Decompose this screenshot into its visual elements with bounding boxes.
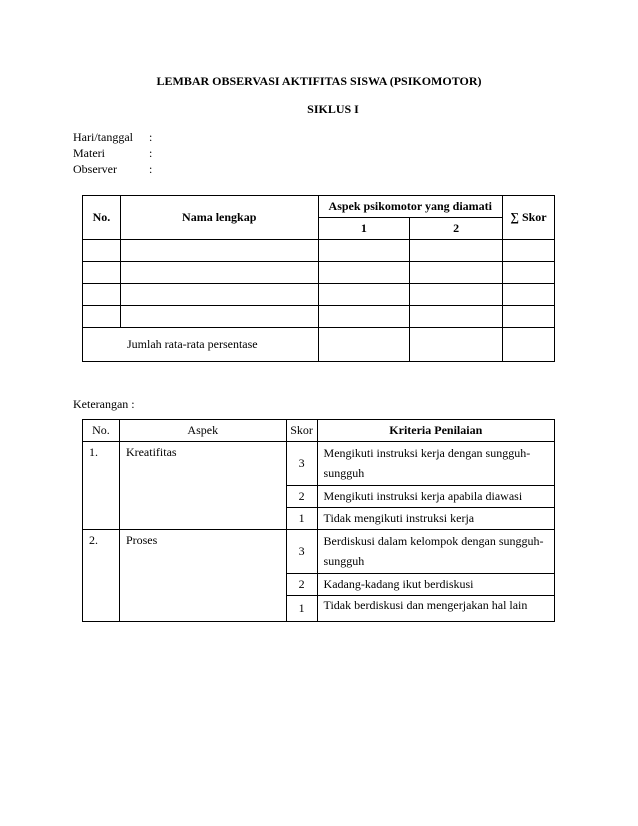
header-aspek-1: 1 (318, 218, 410, 240)
row-kriteria: Tidak mengikuti instruksi kerja (317, 508, 554, 530)
header-aspek: Aspek psikomotor yang diamati (318, 196, 503, 218)
header-skor: ∑ Skor (503, 196, 555, 240)
table-row (83, 284, 555, 306)
cell[interactable] (410, 328, 503, 362)
meta-label: Materi (73, 146, 105, 160)
row-aspek: Kreatifitas (119, 442, 286, 530)
row-skor: 2 (286, 486, 317, 508)
row-kriteria: Mengikuti instruksi kerja dengan sungguh-sungguh (317, 442, 554, 486)
cell[interactable] (503, 240, 555, 262)
row-kriteria: Kadang-kadang ikut berdiskusi (317, 574, 554, 596)
cell[interactable] (318, 306, 410, 328)
row-skor: 3 (286, 442, 317, 486)
cell[interactable] (503, 306, 555, 328)
cell[interactable] (83, 240, 121, 262)
row-skor: 1 (286, 596, 317, 622)
document-title: LEMBAR OBSERVASI AKTIFITAS SISWA (PSIKOMOTOR) (156, 74, 482, 88)
header-no: No. (83, 420, 120, 442)
cell[interactable] (120, 284, 318, 306)
cell[interactable] (120, 262, 318, 284)
cell[interactable] (410, 284, 503, 306)
table-row (83, 262, 555, 284)
cell[interactable] (318, 240, 410, 262)
meta-label: Observer (73, 162, 117, 176)
row-kriteria: Tidak berdiskusi dan mengerjakan hal lain (317, 596, 554, 622)
header-aspek-2: 2 (410, 218, 503, 240)
keterangan-label: Keterangan : (73, 397, 135, 411)
cell[interactable] (318, 284, 410, 306)
row-skor: 3 (286, 530, 317, 574)
cell[interactable] (120, 306, 318, 328)
header-nama: Nama lengkap (120, 196, 318, 240)
header-kriteria: Kriteria Penilaian (317, 420, 554, 442)
cell[interactable] (318, 328, 410, 362)
cell[interactable] (83, 284, 121, 306)
cell[interactable] (503, 262, 555, 284)
meta-separator: : (149, 130, 153, 144)
cell[interactable] (503, 328, 555, 362)
row-kriteria: Mengikuti instruksi kerja apabila diawasi (317, 486, 554, 508)
meta-separator: : (149, 162, 153, 176)
header-skor: Skor (286, 420, 317, 442)
footer-row (83, 328, 555, 362)
cell[interactable] (318, 262, 410, 284)
row-aspek: Proses (119, 530, 286, 622)
cell[interactable] (410, 240, 503, 262)
cell[interactable] (503, 284, 555, 306)
criteria-table (82, 419, 555, 622)
cycle-subtitle: SIKLUS I (307, 102, 359, 116)
row-skor: 1 (286, 508, 317, 530)
meta-label: Hari/tanggal (73, 130, 133, 144)
meta-separator: : (149, 146, 153, 160)
row-no: 2. (83, 530, 120, 622)
cell[interactable] (83, 306, 121, 328)
cell[interactable] (410, 306, 503, 328)
table-row (83, 240, 555, 262)
header-aspek: Aspek (119, 420, 286, 442)
table-row (83, 306, 555, 328)
cell[interactable] (120, 240, 318, 262)
footer-label: Jumlah rata-rata persentase (83, 328, 319, 362)
cell[interactable] (410, 262, 503, 284)
table-row (83, 442, 555, 486)
row-skor: 2 (286, 574, 317, 596)
cell[interactable] (83, 262, 121, 284)
meta-row-observer (73, 161, 152, 177)
row-kriteria: Berdiskusi dalam kelompok dengan sungguh-sungguh (317, 530, 554, 574)
row-no: 1. (83, 442, 120, 530)
observation-table (82, 195, 555, 362)
meta-row-material (73, 145, 152, 161)
table-row (83, 530, 555, 574)
header-no: No. (83, 196, 121, 240)
meta-row-date (73, 129, 152, 145)
